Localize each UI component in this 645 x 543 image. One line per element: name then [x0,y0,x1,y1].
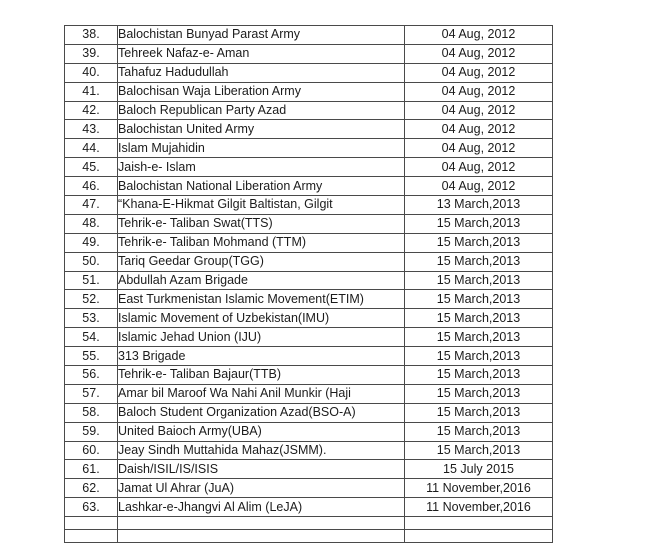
row-number: 62. [65,479,118,498]
table-row [65,384,553,403]
row-number: 52. [65,290,118,309]
table-row [65,233,553,252]
organization-name: Jeay Sindh Muttahida Mahaz(JSMM). [118,441,405,460]
listing-date: 15 March,2013 [405,252,553,271]
listing-date: 15 March,2013 [405,214,553,233]
organization-name: Islam Mujahidin [118,139,405,158]
table-row [65,44,553,63]
listing-date: 13 March,2013 [405,196,553,215]
proscribed-organizations-table [64,25,553,543]
table-row [65,252,553,271]
listing-date: 04 Aug, 2012 [405,158,553,177]
organization-name: Daish/ISIL/IS/ISIS [118,460,405,479]
table-row [65,214,553,233]
listing-date: 04 Aug, 2012 [405,101,553,120]
row-number: 47. [65,196,118,215]
table-row [65,347,553,366]
row-number: 53. [65,309,118,328]
organization-name: Jamat Ul Ahrar (JuA) [118,479,405,498]
organization-name: Balochistan National Liberation Army [118,177,405,196]
empty-cell [118,517,405,530]
listing-date: 15 March,2013 [405,347,553,366]
empty-table-row [65,517,553,530]
table-row [65,82,553,101]
table-row [65,460,553,479]
organization-name: Tehrik-e- Taliban Bajaur(TTB) [118,366,405,385]
empty-cell [65,517,118,530]
organization-name: Tariq Geedar Group(TGG) [118,252,405,271]
row-number: 40. [65,63,118,82]
listing-date: 15 March,2013 [405,309,553,328]
row-number: 59. [65,422,118,441]
table-row [65,177,553,196]
organization-name: Abdullah Azam Brigade [118,271,405,290]
listing-date: 15 July 2015 [405,460,553,479]
organization-name: Islamic Jehad Union (IJU) [118,328,405,347]
table-row [65,196,553,215]
row-number: 58. [65,403,118,422]
listing-date: 15 March,2013 [405,422,553,441]
table-row [65,158,553,177]
table-row [65,290,553,309]
row-number: 38. [65,26,118,45]
listing-date: 11 November,2016 [405,498,553,517]
row-number: 60. [65,441,118,460]
listing-date: 04 Aug, 2012 [405,82,553,101]
table-row [65,101,553,120]
organization-name: Balochisan Waja Liberation Army [118,82,405,101]
table-row [65,441,553,460]
listing-date: 04 Aug, 2012 [405,44,553,63]
listing-date: 04 Aug, 2012 [405,63,553,82]
listing-date: 15 March,2013 [405,366,553,385]
row-number: 54. [65,328,118,347]
listing-date: 04 Aug, 2012 [405,139,553,158]
organization-name: Lashkar-e-Jhangvi Al Alim (LeJA) [118,498,405,517]
table-row [65,271,553,290]
table-row [65,120,553,139]
organization-name: Jaish-e- Islam [118,158,405,177]
organization-name: East Turkmenistan Islamic Movement(ETIM) [118,290,405,309]
organization-name: Amar bil Maroof Wa Nahi Anil Munkir (Haji [118,384,405,403]
listing-date: 15 March,2013 [405,403,553,422]
row-number: 57. [65,384,118,403]
row-number: 44. [65,139,118,158]
organization-name: Tehreek Nafaz-e- Aman [118,44,405,63]
organization-name: 313 Brigade [118,347,405,366]
table-row [65,26,553,45]
row-number: 50. [65,252,118,271]
row-number: 61. [65,460,118,479]
organization-name: Baloch Student Organization Azad(BSO-A) [118,403,405,422]
organization-name: United Baioch Army(UBA) [118,422,405,441]
row-number: 45. [65,158,118,177]
table-row [65,479,553,498]
listing-date: 04 Aug, 2012 [405,120,553,139]
listing-date: 11 November,2016 [405,479,553,498]
organization-name: Islamic Movement of Uzbekistan(IMU) [118,309,405,328]
organization-name: Tehrik-e- Taliban Mohmand (TTM) [118,233,405,252]
row-number: 55. [65,347,118,366]
row-number: 51. [65,271,118,290]
table-row [65,498,553,517]
row-number: 63. [65,498,118,517]
table-body [65,26,553,543]
listing-date: 15 March,2013 [405,271,553,290]
row-number: 46. [65,177,118,196]
empty-cell [405,517,553,530]
organization-name: Baloch Republican Party Azad [118,101,405,120]
row-number: 43. [65,120,118,139]
table-row [65,422,553,441]
organization-name: Balochistan United Army [118,120,405,139]
row-number: 48. [65,214,118,233]
row-number: 39. [65,44,118,63]
row-number: 41. [65,82,118,101]
listing-date: 04 Aug, 2012 [405,26,553,45]
listing-date: 15 March,2013 [405,290,553,309]
table-row [65,328,553,347]
listing-date: 15 March,2013 [405,384,553,403]
row-number: 49. [65,233,118,252]
organization-name: Balochistan Bunyad Parast Army [118,26,405,45]
listing-date: 04 Aug, 2012 [405,177,553,196]
listing-date: 15 March,2013 [405,328,553,347]
listing-date: 15 March,2013 [405,233,553,252]
row-number: 42. [65,101,118,120]
table-row [65,63,553,82]
table-row [65,403,553,422]
organization-name: Tehrik-e- Taliban Swat(TTS) [118,214,405,233]
table-row [65,139,553,158]
organization-name: Tahafuz Hadudullah [118,63,405,82]
row-number: 56. [65,366,118,385]
table-row [65,366,553,385]
listing-date: 15 March,2013 [405,441,553,460]
table-row [65,309,553,328]
organization-name: “Khana-E-Hikmat Gilgit Baltistan, Gilgit [118,196,405,215]
